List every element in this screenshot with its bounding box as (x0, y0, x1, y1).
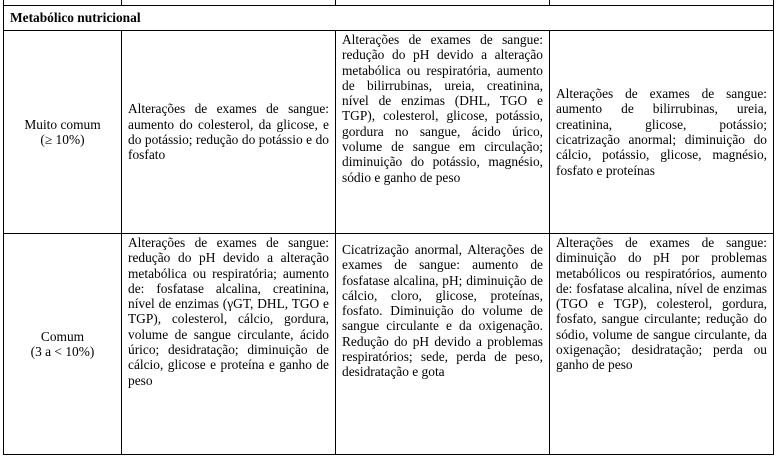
frequency-cell (4, 31, 122, 234)
description-text: Alterações de exames de sangue: aumento de bilirrubinas, ureia, creatinina, glicose, potássio; cicatrização anormal; diminuição do cálcio, potássio, glicose, magnésio, fosfato e proteínas (556, 86, 767, 178)
description-text: Alterações de exames de sangue: redução do pH devido a alteração metabólica ou respiratória, aumento de bilirrubinas, ureia, creatinina, nível de enzimas (DHL, TGO e TGP), colesterol, glicose, potássio, gordura no sangue, ácido úrico, volume de sangue em circulação; diminuição do potássio, magnésio, sódio e ganho de peso (342, 32, 543, 185)
description-cell (122, 31, 336, 234)
section-title: Metabólico nutricional (4, 6, 774, 31)
description-cell (550, 234, 774, 455)
frequency-range: (≥ 10%) (40, 132, 85, 147)
description-text: Cicatrização anormal, Alterações de exames de sangue: aumento de fosfatase alcalina, pH; diminuição de cálcio, cloro, glicose, proteínas, fosfato. Diminuição do volume de sangue circulante e da oxigenação. Redução do pH devido a problemas respiratórios; sede, perda de peso, desidratação e gota (342, 242, 543, 380)
frequency-label: Comum (40, 328, 85, 344)
section-header-row (4, 6, 774, 31)
frequency-range: (3 a < 10%) (30, 344, 95, 359)
frequency-label: Muito comum (24, 116, 101, 132)
table-row (4, 31, 774, 234)
description-cell (336, 234, 550, 455)
frequency-cell (4, 234, 122, 455)
description-cell (550, 31, 774, 234)
description-text: Alterações de exames de sangue: diminuição do pH por problemas metabólicos ou respiratórios, aumento de: fosfatase alcalina, nível de enzimas (TGO e TGP), colesterol, gordura, fosfato, sangue circulante; redução do sódio, volume de sangue circulante, da oxigenação; desidratação; perda ou ganho de peso (556, 235, 767, 373)
description-text: Alterações de exames de sangue: aumento do colesterol, da glicose, e do potássio; redução do potássio e do fosfato (128, 101, 329, 163)
description-text: Alterações de exames de sangue: redução do pH devido a alteração metabólica ou respiratória; aumento de: fosfatase alcalina, creatinina, nível de enzimas (γGT, DHL, TGO e TGP), colesterol, cálcio, gordura, volume de sangue circulante, ácido úrico; desidratação; diminuição de cálcio, glicose e proteína e ganho de peso (128, 235, 329, 388)
adverse-effects-table (3, 0, 774, 455)
description-cell (122, 234, 336, 455)
table-row (4, 234, 774, 455)
description-cell (336, 31, 550, 234)
